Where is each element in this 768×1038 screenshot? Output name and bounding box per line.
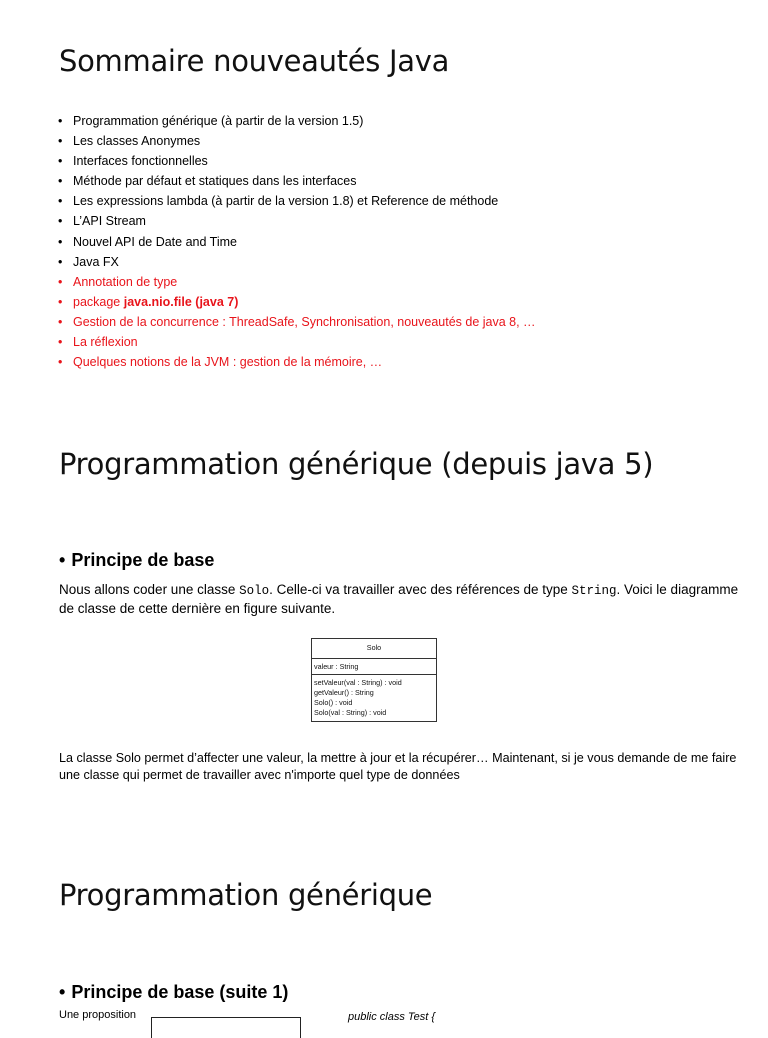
uml-class-diagram (311, 638, 437, 722)
list-item: • L’API Stream (58, 211, 536, 231)
page-title-sommaire: Sommaire nouveautés Java (59, 44, 450, 78)
page-title-generique: Programmation générique (59, 878, 433, 912)
list-item-red: • Annotation de type (58, 272, 536, 292)
list-item: • Interfaces fonctionnelles (58, 151, 536, 171)
page-title-generique-java5: Programmation générique (depuis java 5) (59, 447, 654, 481)
package-name: java.nio.file (java 7) (123, 294, 239, 309)
uml-operation: Solo(val : String) : void (314, 708, 387, 717)
intro-paragraph (59, 581, 739, 618)
list-item: • Programmation générique (à partir de la version 1.5) (58, 111, 536, 131)
list-item: • Nouvel API de Date and Time (58, 232, 536, 252)
list-item: • Java FX (58, 252, 536, 272)
list-item-red (58, 292, 536, 312)
diagram-box (151, 1017, 301, 1038)
section-heading-label: Principe de base (suite 1) (71, 982, 289, 1002)
uml-operations (312, 674, 436, 721)
list-item: • Méthode par défaut et statiques dans les interfaces (58, 171, 536, 191)
uml-operation: getValeur() : String (314, 688, 374, 697)
proposition-label: Une proposition (59, 1009, 137, 1021)
uml-attribute: valeur : String (314, 662, 359, 671)
section-heading (59, 982, 288, 1003)
package-prefix: package (73, 294, 124, 309)
uml-operation: Solo() : void (314, 698, 353, 707)
bullet-dot: • (59, 982, 66, 1002)
summary-list (58, 111, 536, 372)
list-item: • Les classes Anonymes (58, 131, 536, 151)
list-item-red: • La réflexion (58, 332, 536, 352)
list-item: • Les expressions lambda (à partir de la version 1.8) et Reference de méthode (58, 191, 536, 211)
intro-text: Nous allons coder une classe (59, 582, 240, 597)
solo-description: La classe Solo permet d’affecter une valeur, la mettre à jour et la récupérer… Maintenant, si je vous demande de me faire une classe qui permet de travailler avec n'importe quel type de données (59, 751, 737, 782)
bullet-dot: • (59, 550, 66, 570)
uml-class-name: Solo (366, 643, 382, 652)
code-snippet: public class Test { (348, 1011, 436, 1023)
section-heading (59, 550, 214, 571)
uml-operation: setValeur(val : String) : void (314, 678, 402, 687)
code-solo: Solo (239, 584, 270, 598)
code-string: String (571, 584, 617, 598)
intro-text: . Voici le diagramme de classe de cette dernière en figure suivante. (59, 582, 739, 616)
list-item-red: • Gestion de la concurrence : ThreadSafe, Synchronisation, nouveautés de java 8, … (58, 312, 536, 332)
section-heading-label: Principe de base (71, 550, 215, 570)
intro-text: . Celle-ci va travailler avec des références de type (269, 582, 572, 597)
uml-attributes (312, 658, 436, 674)
list-item-red: • Quelques notions de la JVM : gestion de la mémoire, … (58, 352, 536, 372)
